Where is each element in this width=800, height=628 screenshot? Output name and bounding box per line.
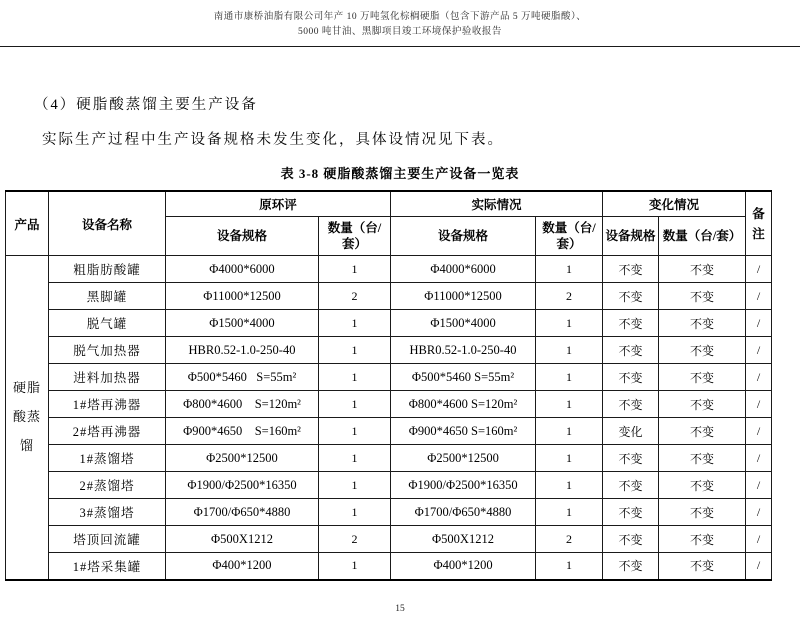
orig-qty-cell: 1 — [319, 391, 391, 418]
table-row — [6, 472, 772, 499]
change-spec-cell: 不变 — [603, 553, 659, 580]
change-spec-cell: 不变 — [603, 337, 659, 364]
change-qty-cell: 不变 — [659, 526, 746, 553]
actual-spec-cell: HBR0.52-1.0-250-40 — [391, 337, 536, 364]
page-number: 15 — [395, 604, 405, 614]
orig-qty-cell: 1 — [319, 553, 391, 580]
change-qty-cell: 不变 — [659, 283, 746, 310]
orig-qty-cell: 2 — [319, 526, 391, 553]
actual-qty-cell: 1 — [536, 337, 603, 364]
actual-qty-cell: 1 — [536, 391, 603, 418]
orig-spec-cell: Φ4000*6000 — [166, 256, 319, 283]
actual-qty-cell: 2 — [536, 283, 603, 310]
actual-spec-cell: Φ11000*12500 — [391, 283, 536, 310]
product-cell: 硬脂酸蒸馏 — [6, 256, 49, 580]
table-title: 表 3-8 硬脂酸蒸馏主要生产设备一览表 — [280, 166, 520, 181]
section-heading: （4）硬脂酸蒸馏主要生产设备 — [34, 97, 258, 113]
remark-cell: / — [746, 337, 772, 364]
remark-cell: / — [746, 256, 772, 283]
orig-qty-cell: 1 — [319, 499, 391, 526]
orig-spec-cell: Φ1500*4000 — [166, 310, 319, 337]
orig-spec-cell: HBR0.52-1.0-250-40 — [166, 337, 319, 364]
orig-spec-cell: Φ500*5460 S=55m² — [166, 364, 319, 391]
equipment-name-cell: 黑脚罐 — [49, 283, 166, 310]
actual-qty-cell: 1 — [536, 445, 603, 472]
actual-qty-cell: 1 — [536, 553, 603, 580]
document-header — [0, 10, 800, 40]
orig-qty-cell: 1 — [319, 310, 391, 337]
table-row — [6, 310, 772, 337]
actual-spec-cell: Φ500*5460 S=55m² — [391, 364, 536, 391]
col-group-original-eia: 原环评 — [166, 191, 391, 217]
orig-spec-cell: Φ2500*12500 — [166, 445, 319, 472]
table-row — [6, 553, 772, 580]
change-spec-cell: 不变 — [603, 364, 659, 391]
col-header-remark: 备注 — [746, 191, 772, 256]
table-row — [6, 283, 772, 310]
actual-spec-cell: Φ1700/Φ650*4880 — [391, 499, 536, 526]
actual-spec-cell: Φ1900/Φ2500*16350 — [391, 472, 536, 499]
equipment-name-cell: 2#塔再沸器 — [49, 418, 166, 445]
actual-spec-cell: Φ2500*12500 — [391, 445, 536, 472]
table-row — [6, 256, 772, 283]
change-qty-cell: 不变 — [659, 391, 746, 418]
document-page — [0, 10, 800, 628]
change-qty-cell: 不变 — [659, 499, 746, 526]
actual-spec-cell: Φ900*4650 S=160m² — [391, 418, 536, 445]
table-row — [6, 445, 772, 472]
change-spec-cell: 不变 — [603, 499, 659, 526]
actual-spec-cell: Φ800*4600 S=120m² — [391, 391, 536, 418]
col-header-orig-qty: 数量（台/套） — [319, 217, 391, 256]
remark-cell: / — [746, 283, 772, 310]
orig-spec-cell: Φ500X1212 — [166, 526, 319, 553]
table-row — [6, 391, 772, 418]
col-header-equipment-name: 设备名称 — [49, 191, 166, 256]
change-spec-cell: 不变 — [603, 256, 659, 283]
equipment-name-cell: 1#塔采集罐 — [49, 553, 166, 580]
actual-qty-cell: 1 — [536, 418, 603, 445]
actual-qty-cell: 2 — [536, 526, 603, 553]
actual-spec-cell: Φ400*1200 — [391, 553, 536, 580]
orig-qty-cell: 1 — [319, 445, 391, 472]
header-line-1: 南通市康桥油脂有限公司年产 10 万吨氢化棕榈硬脂（包含下游产品 5 万吨硬脂酸）、 — [213, 12, 587, 22]
change-qty-cell: 不变 — [659, 445, 746, 472]
change-spec-cell: 不变 — [603, 526, 659, 553]
equipment-name-cell: 1#塔再沸器 — [49, 391, 166, 418]
equipment-name-cell: 1#蒸馏塔 — [49, 445, 166, 472]
table-row — [6, 526, 772, 553]
remark-cell: / — [746, 553, 772, 580]
equipment-name-cell: 3#蒸馏塔 — [49, 499, 166, 526]
col-header-change-qty: 数量（台/套） — [659, 217, 746, 256]
equipment-table — [5, 190, 772, 581]
col-header-actual-spec: 设备规格 — [391, 217, 536, 256]
actual-qty-cell: 1 — [536, 364, 603, 391]
table-row — [6, 499, 772, 526]
col-group-actual: 实际情况 — [391, 191, 603, 217]
remark-cell: / — [746, 310, 772, 337]
change-spec-cell: 不变 — [603, 283, 659, 310]
orig-qty-cell: 1 — [319, 364, 391, 391]
change-spec-cell: 不变 — [603, 472, 659, 499]
remark-cell: / — [746, 391, 772, 418]
actual-spec-cell: Φ1500*4000 — [391, 310, 536, 337]
col-header-orig-spec: 设备规格 — [166, 217, 319, 256]
equipment-name-cell: 塔顶回流罐 — [49, 526, 166, 553]
equipment-name-cell: 进料加热器 — [49, 364, 166, 391]
change-qty-cell: 不变 — [659, 418, 746, 445]
col-header-product: 产品 — [6, 191, 49, 256]
orig-spec-cell: Φ800*4600 S=120m² — [166, 391, 319, 418]
change-spec-cell: 变化 — [603, 418, 659, 445]
remark-cell: / — [746, 472, 772, 499]
change-qty-cell: 不变 — [659, 472, 746, 499]
change-spec-cell: 不变 — [603, 310, 659, 337]
actual-qty-cell: 1 — [536, 472, 603, 499]
table-row — [6, 418, 772, 445]
col-header-change-spec: 设备规格 — [603, 217, 659, 256]
table-header-row-top — [6, 191, 772, 217]
actual-spec-cell: Φ500X1212 — [391, 526, 536, 553]
equipment-name-cell: 粗脂肪酸罐 — [49, 256, 166, 283]
col-group-change: 变化情况 — [603, 191, 746, 217]
actual-spec-cell: Φ4000*6000 — [391, 256, 536, 283]
change-qty-cell: 不变 — [659, 364, 746, 391]
change-qty-cell: 不变 — [659, 553, 746, 580]
change-spec-cell: 不变 — [603, 391, 659, 418]
actual-qty-cell: 1 — [536, 256, 603, 283]
orig-qty-cell: 2 — [319, 283, 391, 310]
orig-spec-cell: Φ1900/Φ2500*16350 — [166, 472, 319, 499]
table-row — [6, 337, 772, 364]
change-qty-cell: 不变 — [659, 310, 746, 337]
equipment-name-cell: 脱气罐 — [49, 310, 166, 337]
header-divider — [0, 46, 800, 47]
change-qty-cell: 不变 — [659, 256, 746, 283]
remark-cell: / — [746, 499, 772, 526]
actual-qty-cell: 1 — [536, 310, 603, 337]
equipment-name-cell: 2#蒸馏塔 — [49, 472, 166, 499]
change-spec-cell: 不变 — [603, 445, 659, 472]
remark-cell: / — [746, 526, 772, 553]
orig-qty-cell: 1 — [319, 472, 391, 499]
table-row — [6, 364, 772, 391]
col-header-actual-qty: 数量（台/套） — [536, 217, 603, 256]
equipment-name-cell: 脱气加热器 — [49, 337, 166, 364]
orig-qty-cell: 1 — [319, 337, 391, 364]
orig-qty-cell: 1 — [319, 418, 391, 445]
remark-cell: / — [746, 418, 772, 445]
remark-cell: / — [746, 445, 772, 472]
orig-spec-cell: Φ11000*12500 — [166, 283, 319, 310]
orig-spec-cell: Φ400*1200 — [166, 553, 319, 580]
header-line-2: 5000 吨甘油、黑脚项目竣工环境保护验收报告 — [298, 27, 502, 37]
change-qty-cell: 不变 — [659, 337, 746, 364]
body-paragraph: 实际生产过程中生产设备规格未发生变化，具体设情况见下表。 — [42, 132, 504, 148]
orig-spec-cell: Φ1700/Φ650*4880 — [166, 499, 319, 526]
remark-cell: / — [746, 364, 772, 391]
actual-qty-cell: 1 — [536, 499, 603, 526]
table-body — [6, 256, 772, 580]
orig-qty-cell: 1 — [319, 256, 391, 283]
orig-spec-cell: Φ900*4650 S=160m² — [166, 418, 319, 445]
